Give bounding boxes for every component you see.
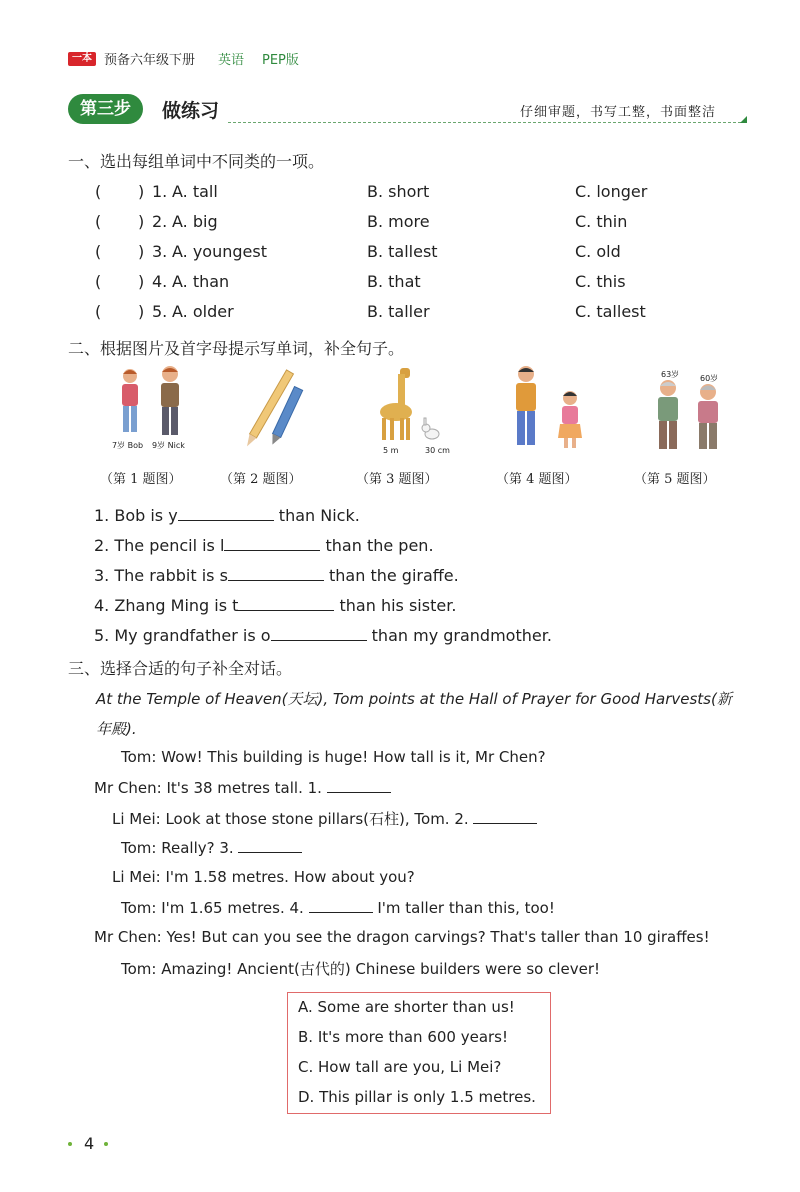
blank-input[interactable] (224, 536, 320, 551)
option-a-sentence: A. Some are shorter than us! (298, 998, 515, 1016)
dialogue-line-5 (112, 868, 415, 886)
dialogue-intro: At the Temple of Heaven(天坛), Tom points at the Hall of Prayer for Good Harvests(新 (96, 690, 732, 708)
line-text: Yes! But can you see the dragon carvings? That's taller than 10 giraffes! (166, 928, 710, 946)
dialogue-line-7 (94, 928, 710, 946)
speaker: Li Mei: (112, 868, 161, 886)
figure-1-boys (108, 366, 192, 446)
question-number: 4. (152, 272, 168, 291)
subject-label: 英语 (218, 53, 245, 68)
speaker: Li Mei: (112, 810, 161, 828)
option-b: B. that (367, 272, 421, 291)
sentence-2: 2. The pencil is l than the pen. (94, 536, 434, 555)
dialogue-line-8 (121, 958, 600, 979)
figure-1-caption: （第 1 题图） (100, 472, 182, 487)
option-c: C. longer (575, 182, 648, 201)
line-text: Amazing! Ancient(古代的) Chinese builders were so clever! (161, 960, 601, 978)
figure-3-label-rabbit: 30 cm (425, 446, 450, 455)
option-a: A. youngest (172, 242, 267, 261)
answer-paren-close: ) (138, 242, 145, 261)
figure-2-pencil-pen (238, 366, 308, 454)
section3-title: 三、选择合适的句子补全对话。 (68, 659, 293, 678)
edition-label: PEP版 (262, 53, 299, 68)
giraffe-illustration (380, 368, 412, 440)
section1-title: 一、选出每组单词中不同类的一项。 (68, 152, 325, 171)
line-text: It's 38 metres tall. 1. (166, 779, 322, 797)
option-b: B. more (367, 212, 430, 231)
line-text: Look at those stone pillars(石柱), Tom. 2. (165, 810, 469, 828)
option-c: C. this (575, 272, 626, 291)
answer-paren-open[interactable]: ( (95, 302, 102, 321)
question-number: 2. (152, 212, 168, 231)
step-motto: 仔细审题，书写工整，书面整洁 (520, 105, 717, 120)
sentence-4: 4. Zhang Ming is t than his sister. (94, 596, 457, 615)
grandfather-illustration (658, 380, 678, 449)
answer-paren-open[interactable]: ( (95, 182, 102, 201)
option-c-sentence: C. How tall are you, Li Mei? (298, 1058, 502, 1076)
step-divider (228, 122, 746, 123)
blank-input[interactable] (327, 778, 391, 793)
option-b: B. tallest (367, 242, 438, 261)
option-d-sentence: D. This pillar is only 1.5 metres. (298, 1088, 536, 1106)
dialogue-line-6 (121, 898, 555, 917)
question-number: 1. (152, 182, 168, 201)
figure-1-label-nick: 9岁 Nick (152, 441, 185, 450)
page-number: 4 (84, 1134, 95, 1153)
figure-4-siblings (510, 366, 590, 452)
answer-paren-close: ) (138, 212, 145, 231)
figure-5-grandparents (650, 380, 726, 452)
line-text: Really? 3. (161, 839, 234, 857)
line-text: I'm 1.58 metres. How about you? (165, 868, 415, 886)
figure-5-label-grandfather: 63岁 (661, 370, 680, 379)
boy-bob-illustration (122, 369, 138, 432)
line-text: I'm 1.65 metres. 4. (161, 899, 304, 917)
option-c: C. old (575, 242, 621, 261)
question-number: 3. (152, 242, 168, 261)
answer-paren-open[interactable]: ( (95, 272, 102, 291)
option-c: C. thin (575, 212, 628, 231)
figure-2-caption: （第 2 题图） (220, 472, 302, 487)
blank-input[interactable] (238, 838, 302, 853)
blank-input[interactable] (473, 809, 537, 824)
figure-3-caption: （第 3 题图） (356, 472, 438, 487)
dialogue-line-3 (112, 808, 537, 829)
option-a: A. big (172, 212, 218, 231)
step-title: 做练习 (162, 100, 220, 122)
blank-input[interactable] (228, 566, 324, 581)
boy-nick-illustration (161, 366, 179, 435)
footer-dot-left (68, 1142, 72, 1146)
answer-paren-close: ) (138, 182, 145, 201)
speaker: Tom: (121, 748, 157, 766)
blank-input[interactable] (271, 626, 367, 641)
speaker: Tom: (121, 839, 157, 857)
figure-3-label-giraffe: 5 m (383, 446, 399, 455)
dialogue-line-2 (94, 778, 391, 797)
speaker: Mr Chen: (94, 779, 162, 797)
sentence-5: 5. My grandfather is o than my grandmother. (94, 626, 552, 645)
blank-input[interactable] (238, 596, 334, 611)
dialogue-intro-continued: 年殿). (96, 720, 137, 738)
figure-4-caption: （第 4 题图） (496, 472, 578, 487)
figure-3-giraffe-rabbit (370, 364, 454, 444)
figure-5-caption: （第 5 题图） (634, 472, 716, 487)
answer-paren-open[interactable]: ( (95, 212, 102, 231)
option-b-sentence: B. It's more than 600 years! (298, 1028, 509, 1046)
option-a: A. older (172, 302, 234, 321)
speaker: Mr Chen: (94, 928, 162, 946)
blank-input[interactable] (178, 506, 274, 521)
line-tail: I'm taller than this, too! (377, 899, 555, 917)
corner-mark (740, 116, 747, 123)
option-b: B. short (367, 182, 430, 201)
sentence-1: 1. Bob is y than Nick. (94, 506, 360, 525)
option-c: C. tallest (575, 302, 646, 321)
speaker: Tom: (121, 899, 157, 917)
grandmother-illustration (698, 384, 718, 449)
option-a: A. tall (172, 182, 218, 201)
step-badge: 第三步 (68, 94, 143, 124)
grade-label: 预备六年级下册 (104, 53, 196, 68)
footer-dot-right (104, 1142, 108, 1146)
figure-1-label-bob: 7岁 Bob (112, 441, 144, 450)
section2-title: 二、根据图片及首字母提示写单词，补全句子。 (68, 339, 405, 358)
sentence-3: 3. The rabbit is s than the giraffe. (94, 566, 459, 585)
boy-zhang-ming-illustration (516, 366, 536, 445)
blank-input[interactable] (309, 898, 373, 913)
brand-logo: 一本 (68, 52, 96, 66)
question-number: 5. (152, 302, 168, 321)
answer-paren-open[interactable]: ( (95, 242, 102, 261)
option-b: B. taller (367, 302, 430, 321)
answer-paren-close: ) (138, 302, 145, 321)
speaker: Tom: (121, 960, 157, 978)
figure-5-label-grandmother: 60岁 (700, 374, 719, 383)
answer-paren-close: ) (138, 272, 145, 291)
rabbit-illustration (422, 418, 439, 439)
dialogue-line-4 (121, 838, 302, 857)
girl-sister-illustration (558, 391, 582, 448)
dialogue-line-1 (121, 748, 546, 766)
line-text: Wow! This building is huge! How tall is it, Mr Chen? (161, 748, 546, 766)
option-a: A. than (172, 272, 230, 291)
